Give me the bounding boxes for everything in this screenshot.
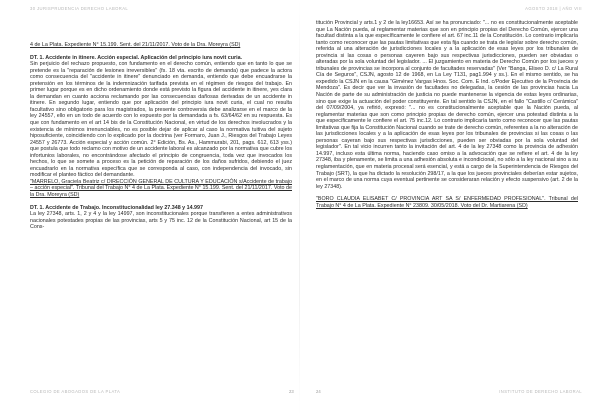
running-header-right: AGOSTO 2018 | AÑO VIII [525, 6, 582, 11]
left-page-column [30, 42, 292, 231]
running-header-left: 30 JURISPRUDENCIA DERECHO LABORAL [30, 6, 129, 11]
section-1-citation: "MARRELO, Graciela Beatriz c/ DIRECCIÓN GENERAL DE CULTURA Y EDUCACIÓN s/Accidente de trabajo – acción especial". Tribunal del Trabajo N° 4 de La Plata. Expediente N° 15.199. Sent. del 21/11/2017. Voto de la Dra. Moreyra (SD) [30, 178, 292, 199]
right-citation: "BORO CLAUDIA ELISABET C/ PROVINCIA ART SA S/ ENFERMEDAD PROFESIONAL". Tribunal del Trabajo N° 4 de La Plata. Expediente N° 23809. 30/05/2018. Voto del Dr. Martiarena (SD) [316, 196, 578, 209]
right-body: titución Provincial y arts.1 y 2 de la ley16653. Así se ha pronunciado: "... no es constitucionalmente aceptable que La Nación pueda, al reglamentar materias que son en principio propias del Derecho Común, ejercer una facultad distinta a la que específicamente le confiere el art. 67 inc.11 de la Constitución. Lo contrario implicaría tanto como reconocer que las pautas limitativas que esta fija cuando se trata de legislar sobre derecho común, referida al una alteración de jurisdicciones locales y a la aplicación de esas leyes por los tribunales de provincia si las cosas o personas cayeren bajo sus respectivas jurisdicciones, pueden ser obviadas o alteradas por la sola voluntad del legislador. ... El juzgamiento en materia de Derecho Común por los jueces y tribunales de provincias se incorpora al conjunto de facultades reservadas" (Ver "Banga, Eliseo D. c/ La Rural Cía de Seguros", CSJN, agosto 12 de 1968, en La Ley T131, pag1.994 y ss.). En el mismo sentido, se ha expedido la CSJN en la causa "Giménez Vargas Hnos. Soc. Com. E Ind. c/Poder Ejecutivo de la Provincia de Mendoza". Es decir que ver la invasión de facultades no delegadas, la cesión de las provincias hacia La Nación de parte de su administración de justicia no puede mantenerse la vigencia de estas leyes ordinarias, sino que exige la actuación del poder constituyente. En tal sentido la CSJN, en el fallo "Castillo c/ Cerámica" del 07/09/2004, ya refirió, expresó: "... no es constitucionalmente aceptable que la Nación pueda, al reglamentar materias que son como principio propias de derecho común, ejercer una potestad distinta a la que específicamente le confiere el art. 75 inc.12. Lo contrario implicaría tanto como reconocer que las pautas limitativas que fija la Constitución Nacional cuando se trate de derecho común, referentes a la no alteración de las jurisdicciones locales y a la aplicación de esas leyes por los tribunales de provincias si las cosas o las personas cayeran bajo sus respectivas jurisdicciones, pueden ser obviadas por la sola voluntad del legislador". En tal vicio incurren tanto la invitación del art. 4 de la ley 27348 como la provincia de adhesión 14.997, incluso esta última norma, haciendo caso omiso a la advocación que se refiere el art. 4 de la ley 27348, iba y plenamente, se limita a una adhesión absoluta e incondicional, no sólo a la ley nacional sino a su reglamentación, que en materia procesal será esencial, y está a cargo de la Superintendencia de Riesgos del Trabajo (SRT), la que ha dictado la resolución 298/17, a la que los jueces provinciales deberían estar sujetos, en el marco de una norma cuya eventual pertinente se consideraran relación y efecto suspensivo (art. 2 de la ley 27348). [316, 20, 578, 190]
running-footer-right: INSTITUTO DE DERECHO LABORAL [499, 389, 582, 394]
running-footer-left: COLEGIO DE ABOGADOS DE LA PLATA [30, 389, 121, 394]
right-page-column [316, 20, 578, 209]
section-2-body: La ley 27348, arts. 1, 2 y 4 y la ley 14997, son inconstitucionales porque transfieren a entes administrativos nacionales potestades propias de las provincias, arts 5 y 75 inc. 12 de la Constitución Nacional, art 15 de la Cons- [30, 211, 292, 231]
intro-citation: 4 de La Plata. Expediente N° 15.199. Sent. del 21/11/2017. Voto de la Dra. Moreyra (SD) [30, 42, 241, 48]
section-2-heading-text: DT. 1. Accidente de Trabajo. Inconstitucionalidad ley 27.348 y 14.997 [30, 204, 203, 211]
page-number-left: 23 [289, 389, 294, 394]
page-gutter [299, 0, 300, 416]
page-number-right: 24 [316, 389, 321, 394]
section-1-body: Sin perjuicio del rechazo propuesto, con fundamento en el derecho común, entiendo que en tanto lo que se pretende es la "reparación de lesiones irreversibles" (fs. 18 vta. escrito de demanda) que padece la actora como consecuencia del "accidente in itinere" denunciado en demanda, entiendo que debe encuadrarse la pretensión en los términos de la indemnización tarifada prevista en el régimen de riesgos del trabajo. En primer lugar porque es en dicho ordenamiento donde está previsto la figura del accidente in itinere, yes clara la demandan en cuanto acciona reclamando por las consecuencias dañosas derivadas de un accidente in itinere. En segundo lugar, entiendo que por aplicación del principio iura novit curia, el cual no resulta facultativo sino obligatorio para los magistrados, la presente controversia debe analizarse en el marco de la ley 24557, ello en un todo de acuerdo con lo expuesto por la demandada a fs. 63/64/62 en su respuesta. Es que con fundamento en el art 14 bis de la Constitución Nacional, en virtud de los derechos involucrados y la existencia de mínimos irrenunciables, no es posible dejar de aplicar al caso la normativa tuitiva del sujeto hiposuficiente, coincidiendo con lo explicado por la doctrina (ver Formaro, Juan J., Riesgos del Trabajo Leyes 24557 y 26773. Acción especial y acción común. 2° Edición, Bs. As., Hammurabi, 201, pags. 612, 613 yss.) que postula que todo reclamo con motivo de un accidente laboral es alcanzado por la normativa que cubre los infortunios laborales, no encontrándose afectado el principio de congruencia, toda vez que invocados los hechos, lo que se somete a proceso es la petición de reparación de los daños sufridos, debiendo el juez encuadrarlo en la normativa específica que se corresponda al caso, con independencia del invocado, sin modificar el planteo fáctico del demandante. [30, 61, 292, 179]
section-1-heading-text: DT. 1. Accidente in itinere. Acción especial. Aplicación del principio iura novit curia. [30, 54, 243, 61]
